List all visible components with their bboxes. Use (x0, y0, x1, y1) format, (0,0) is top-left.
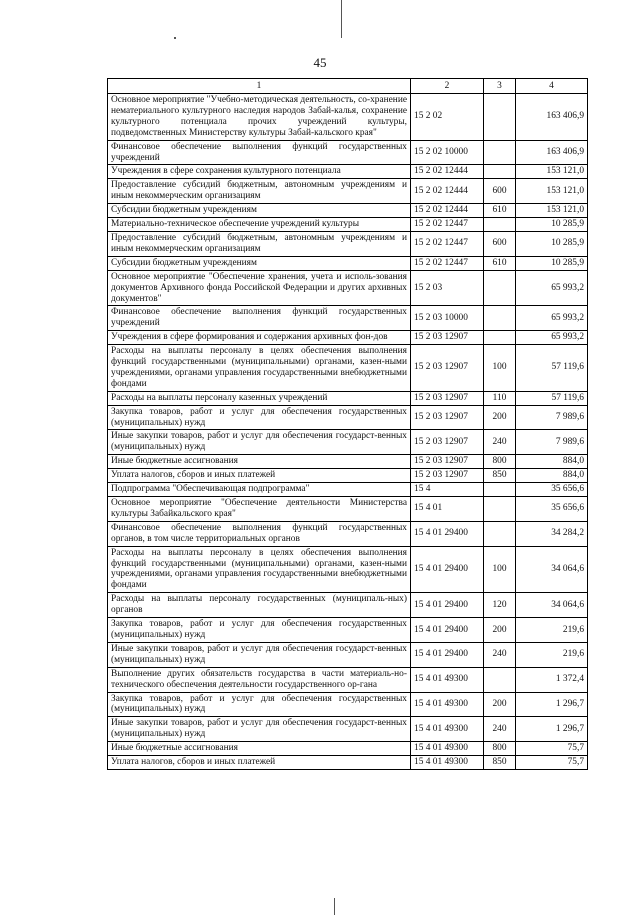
table-row (108, 405, 588, 430)
row-name: Выполнение других обязательств государства в части материаль-но-технического обеспечения деятельности государственного ор-гана (108, 667, 411, 692)
row-amount: 65 993,2 (516, 331, 588, 345)
row-amount: 7 989,6 (516, 430, 588, 455)
row-code: 15 4 01 49300 (411, 756, 484, 770)
table-row (108, 256, 588, 270)
header-col-1: 1 (108, 79, 411, 94)
row-type (484, 165, 516, 179)
table-row (108, 306, 588, 331)
row-amount: 153 121,0 (516, 179, 588, 204)
row-code: 15 4 01 29400 (411, 618, 484, 643)
row-type (484, 218, 516, 232)
row-type (484, 306, 516, 331)
row-type: 240 (484, 642, 516, 667)
table-row (108, 756, 588, 770)
row-name: Расходы на выплаты персоналу казенных учреждений (108, 391, 411, 405)
row-amount: 10 285,9 (516, 256, 588, 270)
row-code: 15 2 02 12447 (411, 231, 484, 256)
row-name: Закупка товаров, работ и услуг для обеспечения государственных (муниципальных) нужд (108, 692, 411, 717)
row-name: Субсидии бюджетным учреждениям (108, 204, 411, 218)
table-row (108, 497, 588, 522)
row-name: Учреждения в сфере формирования и содержания архивных фон-дов (108, 331, 411, 345)
table-row (108, 204, 588, 218)
scan-line-bottom (334, 898, 335, 915)
table-row (108, 140, 588, 165)
row-type: 200 (484, 405, 516, 430)
row-amount: 35 656,6 (516, 497, 588, 522)
row-name: Основное мероприятие "Обеспечение деятельности Министерства культуры Забайкальского края" (108, 497, 411, 522)
row-type (484, 483, 516, 497)
table-row (108, 455, 588, 469)
table-row (108, 521, 588, 546)
row-name: Подпрограмма "Обеспечивающая подпрограмма" (108, 483, 411, 497)
row-amount: 219,6 (516, 642, 588, 667)
row-name: Закупка товаров, работ и услуг для обеспечения государственных (муниципальных) нужд (108, 618, 411, 643)
row-code: 15 4 01 49300 (411, 667, 484, 692)
row-name: Предоставление субсидий бюджетным, автономным учреждениям и иным некоммерческим организациям (108, 231, 411, 256)
row-type: 100 (484, 546, 516, 593)
row-name: Финансовое обеспечение выполнения функций государственных учреждений (108, 306, 411, 331)
table-row (108, 94, 588, 141)
header-col-3: 3 (484, 79, 516, 94)
row-code: 15 2 02 12447 (411, 218, 484, 232)
row-code: 15 2 03 12907 (411, 405, 484, 430)
row-name: Уплата налогов, сборов и иных платежей (108, 469, 411, 483)
row-amount: 65 993,2 (516, 306, 588, 331)
row-type (484, 94, 516, 141)
table-row (108, 483, 588, 497)
row-code: 15 2 02 12444 (411, 179, 484, 204)
row-amount: 884,0 (516, 469, 588, 483)
row-name: Учреждения в сфере сохранения культурного потенциала (108, 165, 411, 179)
row-amount: 1 372,4 (516, 667, 588, 692)
header-row (108, 79, 588, 94)
row-code: 15 2 03 12907 (411, 345, 484, 392)
row-type: 850 (484, 469, 516, 483)
row-amount: 65 993,2 (516, 270, 588, 306)
row-amount: 35 656,6 (516, 483, 588, 497)
row-amount: 75,7 (516, 742, 588, 756)
row-amount: 884,0 (516, 455, 588, 469)
row-name: Иные закупки товаров, работ и услуг для обеспечения государст-венных (муниципальных) нужд (108, 642, 411, 667)
row-amount: 219,6 (516, 618, 588, 643)
row-type: 240 (484, 717, 516, 742)
row-amount: 57 119,6 (516, 391, 588, 405)
row-amount: 7 989,6 (516, 405, 588, 430)
scan-line-top (341, 0, 342, 38)
row-amount: 10 285,9 (516, 231, 588, 256)
row-name: Иные закупки товаров, работ и услуг для обеспечения государст-венных (муниципальных) нужд (108, 717, 411, 742)
row-amount: 163 406,9 (516, 94, 588, 141)
row-code: 15 4 01 49300 (411, 692, 484, 717)
row-type: 100 (484, 345, 516, 392)
row-name: Субсидии бюджетным учреждениям (108, 256, 411, 270)
page-number: 45 (313, 55, 327, 70)
row-code: 15 4 01 (411, 497, 484, 522)
header-col-2: 2 (411, 79, 484, 94)
row-name: Материально-техническое обеспечение учреждений культуры (108, 218, 411, 232)
row-code: 15 2 03 12907 (411, 469, 484, 483)
table-row (108, 270, 588, 306)
row-type (484, 140, 516, 165)
row-name: Финансовое обеспечение выполнения функций государственных органов, в том числе территориальных органов (108, 521, 411, 546)
row-type: 610 (484, 204, 516, 218)
table-row (108, 391, 588, 405)
row-amount: 1 296,7 (516, 717, 588, 742)
row-name: Предоставление субсидий бюджетным, автономным учреждениям и иным некоммерческим организациям (108, 179, 411, 204)
row-type (484, 667, 516, 692)
table-row (108, 642, 588, 667)
row-code: 15 2 02 12444 (411, 165, 484, 179)
row-name: Расходы на выплаты персоналу в целях обеспечения выполнения функций государственными (муниципальными) органами, казен-ными учреждениями, органами управления государственными внебюджетными фондами (108, 345, 411, 392)
row-name: Основное мероприятие "Обеспечение хранения, учета и исполь-зования документов Архивного фонда Российской Федерации и других архивных документов" (108, 270, 411, 306)
table-row (108, 692, 588, 717)
row-code: 15 2 03 12907 (411, 455, 484, 469)
table-row (108, 430, 588, 455)
table-row (108, 593, 588, 618)
scan-dot (174, 37, 176, 39)
row-amount: 75,7 (516, 756, 588, 770)
row-amount: 1 296,7 (516, 692, 588, 717)
table-row (108, 218, 588, 232)
table-row (108, 742, 588, 756)
table-row (108, 546, 588, 593)
row-name: Иные бюджетные ассигнования (108, 455, 411, 469)
row-code: 15 4 01 29400 (411, 521, 484, 546)
table-row (108, 179, 588, 204)
row-amount: 34 284,2 (516, 521, 588, 546)
header-col-4: 4 (516, 79, 588, 94)
row-amount: 34 064,6 (516, 593, 588, 618)
row-code: 15 2 02 (411, 94, 484, 141)
row-type: 800 (484, 742, 516, 756)
row-type: 200 (484, 618, 516, 643)
row-type: 200 (484, 692, 516, 717)
row-name: Уплата налогов, сборов и иных платежей (108, 756, 411, 770)
row-code: 15 2 03 12907 (411, 430, 484, 455)
budget-table (107, 78, 588, 770)
row-code: 15 2 03 12907 (411, 391, 484, 405)
row-code: 15 2 02 10000 (411, 140, 484, 165)
row-code: 15 2 03 (411, 270, 484, 306)
row-type: 800 (484, 455, 516, 469)
row-code: 15 4 01 29400 (411, 642, 484, 667)
row-name: Закупка товаров, работ и услуг для обеспечения государственных (муниципальных) нужд (108, 405, 411, 430)
row-amount: 163 406,9 (516, 140, 588, 165)
row-type (484, 270, 516, 306)
row-code: 15 2 02 12444 (411, 204, 484, 218)
table-row (108, 165, 588, 179)
table-row (108, 469, 588, 483)
row-type: 240 (484, 430, 516, 455)
row-code: 15 2 03 10000 (411, 306, 484, 331)
row-amount: 57 119,6 (516, 345, 588, 392)
table-row (108, 331, 588, 345)
row-type (484, 497, 516, 522)
row-amount: 10 285,9 (516, 218, 588, 232)
row-name: Иные бюджетные ассигнования (108, 742, 411, 756)
row-name: Финансовое обеспечение выполнения функций государственных учреждений (108, 140, 411, 165)
row-name: Расходы на выплаты персоналу государственных (муниципаль-ных) органов (108, 593, 411, 618)
row-amount: 34 064,6 (516, 546, 588, 593)
row-type: 610 (484, 256, 516, 270)
row-code: 15 4 (411, 483, 484, 497)
row-code: 15 4 01 29400 (411, 593, 484, 618)
row-amount: 153 121,0 (516, 204, 588, 218)
table-row (108, 618, 588, 643)
table-row (108, 717, 588, 742)
row-code: 15 4 01 49300 (411, 742, 484, 756)
table-body (108, 94, 588, 770)
row-type: 850 (484, 756, 516, 770)
row-type: 600 (484, 231, 516, 256)
row-name: Иные закупки товаров, работ и услуг для обеспечения государст-венных (муниципальных) нужд (108, 430, 411, 455)
row-type: 110 (484, 391, 516, 405)
row-type (484, 331, 516, 345)
table-row (108, 231, 588, 256)
row-name: Расходы на выплаты персоналу в целях обеспечения выполнения функций государственными (муниципальными) органами, казен-ными учреждениями, органами управления государственными внебюджетными фондами (108, 546, 411, 593)
row-amount: 153 121,0 (516, 165, 588, 179)
row-code: 15 2 02 12447 (411, 256, 484, 270)
row-type (484, 521, 516, 546)
row-code: 15 2 03 12907 (411, 331, 484, 345)
row-code: 15 4 01 49300 (411, 717, 484, 742)
row-type: 600 (484, 179, 516, 204)
row-code: 15 4 01 29400 (411, 546, 484, 593)
row-type: 120 (484, 593, 516, 618)
table-row (108, 345, 588, 392)
table-row (108, 667, 588, 692)
row-name: Основное мероприятие "Учебно-методическая деятельность, со-хранение нематериального культурного наследия народов Забай-калья, сохранение культурного потенциала прочих учреждений культуры, подведомственных Министерству культуры Забай-кальского края" (108, 94, 411, 141)
